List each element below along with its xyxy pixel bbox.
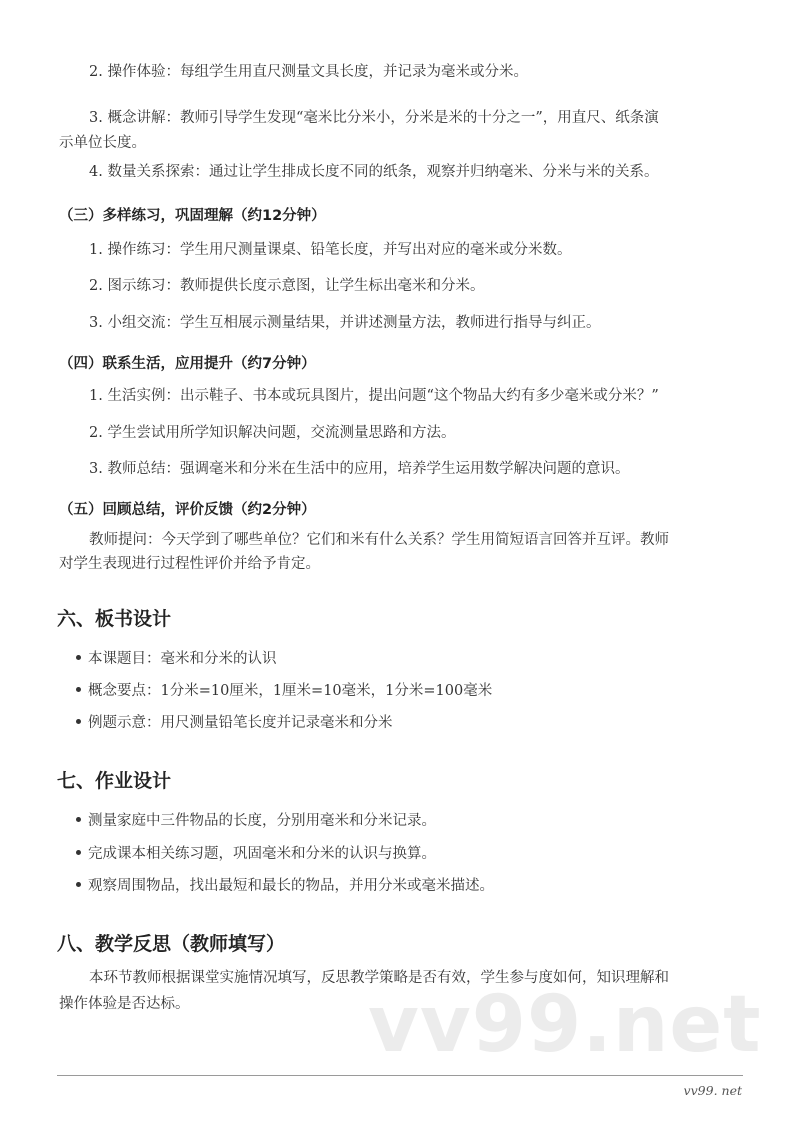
- bullet-dot-icon: [76, 719, 81, 724]
- list-item: 2. 学生尝试用所学知识解决问题，交流测量思路和方法。: [89, 425, 456, 441]
- step-item: 4. 数量关系探索：通过让学生排成长度不同的纸条，观察并归纳毫米、分米与米的关系。: [89, 164, 659, 180]
- list-item: 3. 小组交流：学生互相展示测量结果，并讲述测量方法，教师进行指导与纠正。: [89, 315, 601, 331]
- step-item: 2. 操作体验：每组学生用直尺测量文具长度，并记录为毫米或分米。: [89, 64, 528, 80]
- bullet-dot-icon: [76, 687, 81, 692]
- subsection-title: （三）多样练习，巩固理解（约12分钟）: [59, 208, 326, 224]
- watermark: vv99.net: [368, 980, 762, 1070]
- list-item: 3. 教师总结：强调毫米和分米在生活中的应用，培养学生运用数学解决问题的意识。: [89, 461, 630, 477]
- step-item-line2: 示单位长度。: [59, 135, 146, 151]
- section-heading: 六、板书设计: [57, 608, 172, 630]
- bullet-dot-icon: [76, 655, 81, 660]
- bullet-item: 完成课本相关练习题，巩固毫米和分米的认识与换算。: [76, 842, 436, 863]
- bullet-dot-icon: [76, 882, 81, 887]
- section-heading: 八、教学反思（教师填写）: [57, 933, 286, 955]
- paragraph-line: 操作体验是否达标。: [59, 996, 190, 1012]
- footer-site-label: vv99. net: [683, 1083, 742, 1098]
- subsection-title: （五）回顾总结，评价反馈（约2分钟）: [59, 502, 316, 518]
- bullet-item: 例题示意：用尺测量铅笔长度并记录毫米和分米: [76, 711, 393, 732]
- list-item: 1. 操作练习：学生用尺测量课桌、铅笔长度，并写出对应的毫米或分米数。: [89, 242, 572, 258]
- paragraph-line: 对学生表现进行过程性评价并给予肯定。: [59, 556, 320, 572]
- subsection-title: （四）联系生活，应用提升（约7分钟）: [59, 356, 316, 372]
- list-item: 1. 生活实例：出示鞋子、书本或玩具图片，提出问题“这个物品大约有多少毫米或分米？”: [89, 388, 659, 404]
- paragraph-line: 教师提问：今天学到了哪些单位？它们和米有什么关系？学生用简短语言回答并互评。教师: [89, 532, 669, 548]
- bullet-item: 测量家庭中三件物品的长度，分别用毫米和分米记录。: [76, 809, 436, 830]
- bullet-dot-icon: [76, 850, 81, 855]
- bullet-item: 观察周围物品，找出最短和最长的物品，并用分米或毫米描述。: [76, 874, 494, 895]
- step-item-line1: 3. 概念讲解：教师引导学生发现“毫米比分米小，分米是米的十分之一”，用直尺、纸条演: [89, 110, 659, 126]
- footer-divider: [57, 1075, 743, 1076]
- bullet-item: 本课题目：毫米和分米的认识: [76, 647, 277, 668]
- bullet-dot-icon: [76, 817, 81, 822]
- paragraph-line: 本环节教师根据课堂实施情况填写，反思教学策略是否有效，学生参与度如何，知识理解和: [89, 970, 669, 986]
- bullet-item: 概念要点：1分米=10厘米，1厘米=10毫米，1分米=100毫米: [76, 679, 492, 700]
- section-heading: 七、作业设计: [57, 770, 172, 792]
- list-item: 2. 图示练习：教师提供长度示意图，让学生标出毫米和分米。: [89, 278, 485, 294]
